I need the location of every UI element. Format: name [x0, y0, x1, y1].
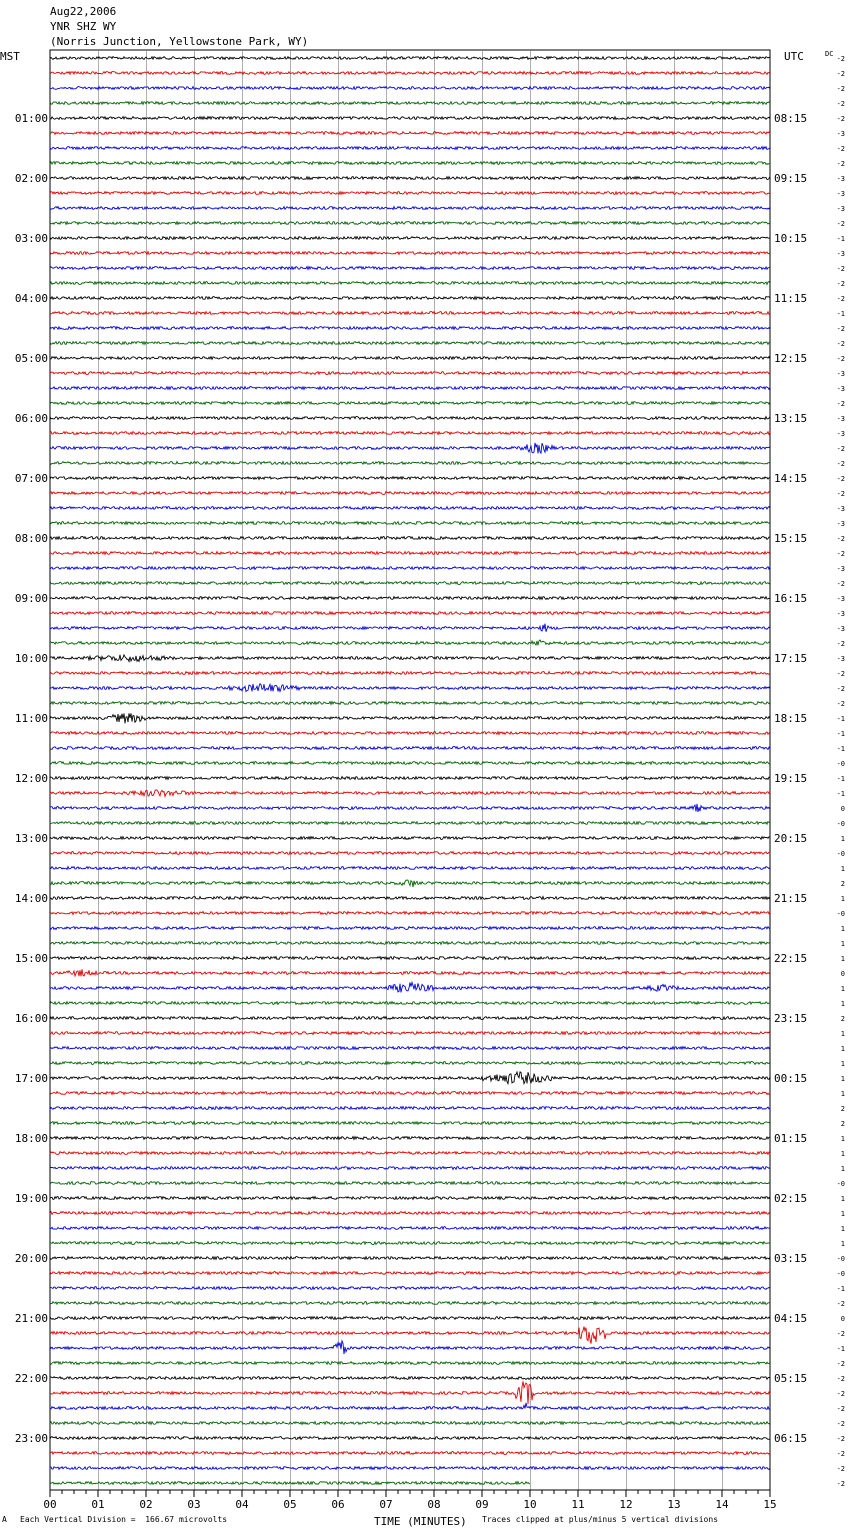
dc-offset-label: 1	[840, 1045, 845, 1053]
seismic-trace	[50, 102, 770, 105]
seismic-traces	[50, 57, 770, 1485]
dc-offset-label: -2	[836, 1300, 845, 1308]
dc-offset-label: 1	[840, 1165, 845, 1173]
station-label: YNR SHZ WY	[50, 20, 117, 33]
x-tick-label: 08	[427, 1498, 441, 1511]
mst-hour-label: 19:00	[14, 1192, 48, 1205]
seismic-trace	[50, 1242, 770, 1245]
dc-offset-label: -3	[836, 610, 845, 618]
seismic-trace	[50, 852, 770, 855]
seismic-trace	[50, 927, 770, 930]
dc-offset-label: 1	[840, 955, 845, 963]
dc-offset-label: -3	[836, 505, 845, 513]
x-tick-label: 07	[379, 1498, 393, 1511]
x-tick-label: 15	[763, 1498, 777, 1511]
dc-offset-label: -1	[836, 1285, 845, 1293]
mst-hour-label: 04:00	[14, 292, 48, 305]
seismic-trace	[50, 747, 770, 750]
mst-hour-label: 07:00	[14, 472, 48, 485]
dc-offset-label: 1	[840, 1150, 845, 1158]
right-timezone-label: UTC	[784, 50, 804, 63]
seismic-trace	[50, 1137, 770, 1140]
seismic-trace	[50, 87, 770, 90]
dc-offset-label: -2	[836, 85, 845, 93]
seismic-trace	[50, 624, 770, 632]
seismic-trace	[50, 443, 770, 454]
utc-hour-label: 17:15	[774, 652, 808, 665]
dc-offset-label: -2	[836, 1480, 845, 1488]
seismic-trace	[50, 522, 770, 525]
dc-offset-label: -3	[836, 250, 845, 258]
dc-offset-label: -2	[836, 1360, 845, 1368]
seismic-trace	[50, 1092, 770, 1095]
x-tick-label: 03	[187, 1498, 201, 1511]
seismic-trace	[50, 1227, 770, 1230]
dc-offset-label: -2	[836, 220, 845, 228]
seismic-trace	[50, 432, 770, 435]
seismic-trace	[50, 1072, 770, 1084]
dc-offset-label: -1	[836, 775, 845, 783]
seismic-trace	[50, 507, 770, 510]
seismic-trace	[50, 1182, 770, 1185]
seismic-trace	[50, 237, 770, 240]
dc-offset-label: -0	[836, 910, 845, 918]
dc-offset-label: -1	[836, 1345, 845, 1353]
dc-offset-label: 1	[840, 940, 845, 948]
dc-offset-label: -3	[836, 130, 845, 138]
utc-hour-label: 20:15	[774, 832, 808, 845]
x-tick-label: 05	[283, 1498, 297, 1511]
seismic-trace	[50, 147, 770, 150]
utc-hour-label: 23:15	[774, 1012, 808, 1025]
seismic-trace	[50, 72, 770, 75]
mst-hour-label: 13:00	[14, 832, 48, 845]
seismic-trace	[50, 1327, 770, 1344]
seismic-trace	[50, 1017, 770, 1020]
dc-offset-label: -3	[836, 385, 845, 393]
seismic-trace	[50, 372, 770, 375]
dc-offset-label: -2	[836, 115, 845, 123]
mst-hour-label: 05:00	[14, 352, 48, 365]
dc-offset-label: 2	[840, 1105, 845, 1113]
x-tick-label: 10	[523, 1498, 537, 1511]
seismic-trace	[50, 117, 770, 120]
seismic-trace	[50, 1257, 770, 1260]
dc-offset-label: -3	[836, 430, 845, 438]
dc-offset-label: -3	[836, 415, 845, 423]
dc-offset-label: -2	[836, 355, 845, 363]
dc-offset-label: -2	[836, 1405, 845, 1413]
dc-offset-label: -3	[836, 370, 845, 378]
seismic-trace	[50, 942, 770, 945]
clip-note: Traces clipped at plus/minus 5 vertical divisions	[482, 1515, 719, 1524]
dc-offset-label: -0	[836, 820, 845, 828]
seismic-trace	[50, 417, 770, 420]
dc-offset-label: 1	[840, 895, 845, 903]
seismic-trace	[50, 327, 770, 330]
seismic-trace	[50, 387, 770, 390]
seismic-trace	[50, 537, 770, 540]
utc-hour-label: 12:15	[774, 352, 808, 365]
seismic-trace	[50, 342, 770, 345]
dc-offset-label: -0	[836, 1270, 845, 1278]
seismic-trace	[50, 867, 770, 870]
seismic-trace	[50, 282, 770, 285]
seismic-trace	[50, 552, 770, 555]
utc-hour-label: 04:15	[774, 1312, 808, 1325]
seismic-trace	[50, 1403, 770, 1410]
seismic-trace	[50, 1062, 770, 1065]
time-axis	[43, 1490, 776, 1511]
mst-hour-label: 14:00	[14, 892, 48, 905]
seismic-trace	[50, 1381, 770, 1404]
x-tick-label: 04	[235, 1498, 249, 1511]
mst-hour-label: 20:00	[14, 1252, 48, 1265]
seismic-trace	[50, 655, 770, 662]
mst-hour-label: 16:00	[14, 1012, 48, 1025]
dc-offset-label: 1	[840, 1030, 845, 1038]
mst-hour-label: 21:00	[14, 1312, 48, 1325]
utc-hour-label: 22:15	[774, 952, 808, 965]
seismic-trace	[50, 969, 770, 976]
mst-hour-label: 12:00	[14, 772, 48, 785]
dc-offset-label: -2	[836, 475, 845, 483]
utc-hour-label: 15:15	[774, 532, 808, 545]
seismic-trace	[50, 1317, 770, 1320]
seismic-trace	[50, 1467, 770, 1470]
seismic-trace	[50, 567, 770, 570]
seismic-trace	[50, 762, 770, 765]
mst-hour-label: 18:00	[14, 1132, 48, 1145]
seismic-trace	[50, 732, 770, 735]
dc-offset-label: 0	[840, 1315, 845, 1323]
utc-hour-label: 10:15	[774, 232, 808, 245]
dc-offset-label: 1	[840, 1060, 845, 1068]
seismic-trace	[50, 790, 770, 797]
seismic-trace	[50, 640, 770, 645]
seismic-trace	[50, 222, 770, 225]
utc-hour-label: 01:15	[774, 1132, 808, 1145]
dc-offset-label: -0	[836, 760, 845, 768]
dc-offset-label: 0	[840, 805, 845, 813]
seismic-trace	[50, 1377, 770, 1380]
utc-hour-label: 09:15	[774, 172, 808, 185]
dc-offset-label: -3	[836, 205, 845, 213]
utc-hour-label: 21:15	[774, 892, 808, 905]
dc-offset-label: 1	[840, 925, 845, 933]
seismic-trace	[50, 1437, 770, 1440]
seismic-trace	[50, 804, 770, 812]
seismic-trace	[50, 1341, 770, 1354]
seismic-trace	[50, 357, 770, 360]
utc-hour-label: 19:15	[774, 772, 808, 785]
seismic-trace	[50, 1287, 770, 1290]
mst-hour-label: 02:00	[14, 172, 48, 185]
utc-hour-label: 16:15	[774, 592, 808, 605]
seismic-trace	[50, 957, 770, 960]
corner-mark: A	[2, 1515, 7, 1524]
dc-offset-label: -3	[836, 565, 845, 573]
seismic-trace	[50, 1047, 770, 1050]
x-tick-label: 13	[667, 1498, 681, 1511]
utc-hour-label: 13:15	[774, 412, 808, 425]
dc-offset-label: -2	[836, 700, 845, 708]
dc-offset-label: -2	[836, 265, 845, 273]
seismic-trace	[50, 297, 770, 300]
x-tick-label: 02	[139, 1498, 153, 1511]
seismic-trace	[50, 1107, 770, 1110]
utc-hour-label: 11:15	[774, 292, 808, 305]
seismic-trace	[50, 777, 770, 780]
dc-offset-label: -2	[836, 1375, 845, 1383]
utc-hour-label: 05:15	[774, 1372, 808, 1385]
left-timezone-label: MST	[0, 50, 20, 63]
dc-offset-label: -2	[836, 550, 845, 558]
dc-offset-label: 1	[840, 1090, 845, 1098]
dc-offset-label: 1	[840, 1240, 845, 1248]
dc-offset-label: -2	[836, 445, 845, 453]
mst-hour-label: 06:00	[14, 412, 48, 425]
dc-offset-label: -3	[836, 595, 845, 603]
dc-offset-label: 1	[840, 985, 845, 993]
utc-hour-label: 08:15	[774, 112, 808, 125]
dc-offset-label: -2	[836, 460, 845, 468]
seismic-trace	[50, 1422, 770, 1425]
seismic-trace	[50, 1302, 770, 1305]
seismic-trace	[50, 582, 770, 585]
dc-offset-label: -2	[836, 325, 845, 333]
dc-offset-label: 1	[840, 865, 845, 873]
x-tick-label: 01	[91, 1498, 105, 1511]
dc-offset-label: 2	[840, 880, 845, 888]
dc-offset-label: -2	[836, 490, 845, 498]
seismic-trace	[50, 612, 770, 615]
dc-offset-label: -0	[836, 1180, 845, 1188]
utc-hour-label: 02:15	[774, 1192, 808, 1205]
seismic-trace	[50, 1197, 770, 1200]
seismic-trace	[50, 1452, 770, 1455]
dc-offset-label: -2	[836, 55, 845, 63]
dc-offset-label: -1	[836, 745, 845, 753]
seismic-trace	[50, 912, 770, 915]
dc-offset-label: -3	[836, 655, 845, 663]
seismic-trace	[50, 1167, 770, 1170]
dc-offset-label: -1	[836, 310, 845, 318]
seismic-trace	[50, 1482, 530, 1485]
x-tick-label: 14	[715, 1498, 729, 1511]
dc-offset-label: -1	[836, 790, 845, 798]
dc-offset-label: -1	[836, 235, 845, 243]
seismic-trace	[50, 312, 770, 315]
seismic-trace	[50, 57, 770, 60]
seismic-trace	[50, 402, 770, 405]
seismic-trace	[50, 597, 770, 600]
dc-offset-label: 2	[840, 1120, 845, 1128]
dc-offset-label: -2	[836, 1420, 845, 1428]
date-label: Aug22,2006	[50, 5, 117, 18]
dc-offset-label: 1	[840, 1210, 845, 1218]
mst-hour-label: 08:00	[14, 532, 48, 545]
dc-offset-label: 1	[840, 835, 845, 843]
seismic-trace	[50, 207, 770, 210]
dc-offset-label: -2	[836, 340, 845, 348]
dc-offset-label: -3	[836, 190, 845, 198]
dc-offset-label: -2	[836, 580, 845, 588]
seismic-trace	[50, 477, 770, 480]
x-tick-label: 06	[331, 1498, 345, 1511]
dc-offset-label: 0	[840, 970, 845, 978]
dc-offset-label: -2	[836, 1465, 845, 1473]
seismic-trace	[50, 1362, 770, 1365]
x-axis-title: TIME (MINUTES)	[374, 1515, 467, 1528]
utc-hour-label: 00:15	[774, 1072, 808, 1085]
dc-offset-label: 2	[840, 1015, 845, 1023]
seismic-trace	[50, 713, 770, 723]
dc-offset-label: -2	[836, 160, 845, 168]
seismic-trace	[50, 897, 770, 900]
location-label: (Norris Junction, Yellowstone Park, WY)	[50, 35, 309, 48]
seismic-trace	[50, 252, 770, 255]
seismic-trace	[50, 837, 770, 840]
seismic-trace	[50, 192, 770, 195]
utc-hour-label: 14:15	[774, 472, 808, 485]
mst-hour-label: 03:00	[14, 232, 48, 245]
dc-offset-label: -1	[836, 730, 845, 738]
dc-offset-label: -2	[836, 670, 845, 678]
utc-hour-label: 06:15	[774, 1432, 808, 1445]
dc-offset-label: -2	[836, 1390, 845, 1398]
dc-offset-label: -2	[836, 1435, 845, 1443]
seismic-trace	[50, 880, 770, 887]
seismic-trace	[50, 1152, 770, 1155]
dc-offset-label: -2	[836, 100, 845, 108]
mst-hour-label: 11:00	[14, 712, 48, 725]
mst-hour-label: 17:00	[14, 1072, 48, 1085]
seismic-trace	[50, 177, 770, 180]
seismic-trace	[50, 1212, 770, 1215]
dc-offset-label: -2	[836, 400, 845, 408]
x-tick-label: 12	[619, 1498, 633, 1511]
dc-offset-label: -2	[836, 1330, 845, 1338]
dc-offset-label: -2	[836, 535, 845, 543]
dc-offset-label: 1	[840, 1075, 845, 1083]
mst-hour-label: 23:00	[14, 1432, 48, 1445]
seismic-trace	[50, 822, 770, 825]
dc-offset-label: -3	[836, 520, 845, 528]
dc-offset-label: -2	[836, 145, 845, 153]
dc-offset-label: -3	[836, 625, 845, 633]
seismic-trace	[50, 1122, 770, 1125]
seismic-trace	[50, 1002, 770, 1005]
seismic-trace	[50, 702, 770, 705]
dc-offset-label: -2	[836, 70, 845, 78]
seismic-trace	[50, 684, 770, 692]
dc-header-label: DC	[825, 50, 834, 58]
seismic-trace	[50, 1032, 770, 1035]
dc-offset-labels	[837, 55, 845, 1488]
mst-hour-label: 10:00	[14, 652, 48, 665]
seismic-trace	[50, 672, 770, 675]
dc-offset-label: 1	[840, 1000, 845, 1008]
dc-offset-label: -2	[836, 640, 845, 648]
seismic-trace	[50, 982, 770, 992]
dc-offset-label: -3	[836, 175, 845, 183]
mst-hour-label: 15:00	[14, 952, 48, 965]
x-tick-label: 11	[571, 1498, 585, 1511]
mst-hour-label: 22:00	[14, 1372, 48, 1385]
dc-offset-label: -2	[836, 280, 845, 288]
dc-offset-label: 1	[840, 1225, 845, 1233]
seismic-trace	[50, 267, 770, 270]
dc-offset-label: -0	[836, 1255, 845, 1263]
seismic-trace	[50, 492, 770, 495]
mst-hour-label: 01:00	[14, 112, 48, 125]
seismic-trace	[50, 132, 770, 135]
utc-hour-label: 03:15	[774, 1252, 808, 1265]
mst-hour-label: 09:00	[14, 592, 48, 605]
dc-offset-label: -1	[836, 715, 845, 723]
scale-note: Each Vertical Division = 166.67 microvolts	[20, 1515, 228, 1524]
dc-offset-label: -0	[836, 850, 845, 858]
dc-offset-label: -2	[836, 1450, 845, 1458]
seismic-trace	[50, 1272, 770, 1275]
dc-offset-label: 1	[840, 1135, 845, 1143]
utc-hour-label: 18:15	[774, 712, 808, 725]
dc-offset-label: -2	[836, 295, 845, 303]
seismic-trace	[50, 162, 770, 165]
seismic-trace	[50, 462, 770, 465]
dc-offset-label: 1	[840, 1195, 845, 1203]
dc-offset-label: -2	[836, 685, 845, 693]
x-tick-label: 00	[43, 1498, 57, 1511]
x-tick-label: 09	[475, 1498, 489, 1511]
